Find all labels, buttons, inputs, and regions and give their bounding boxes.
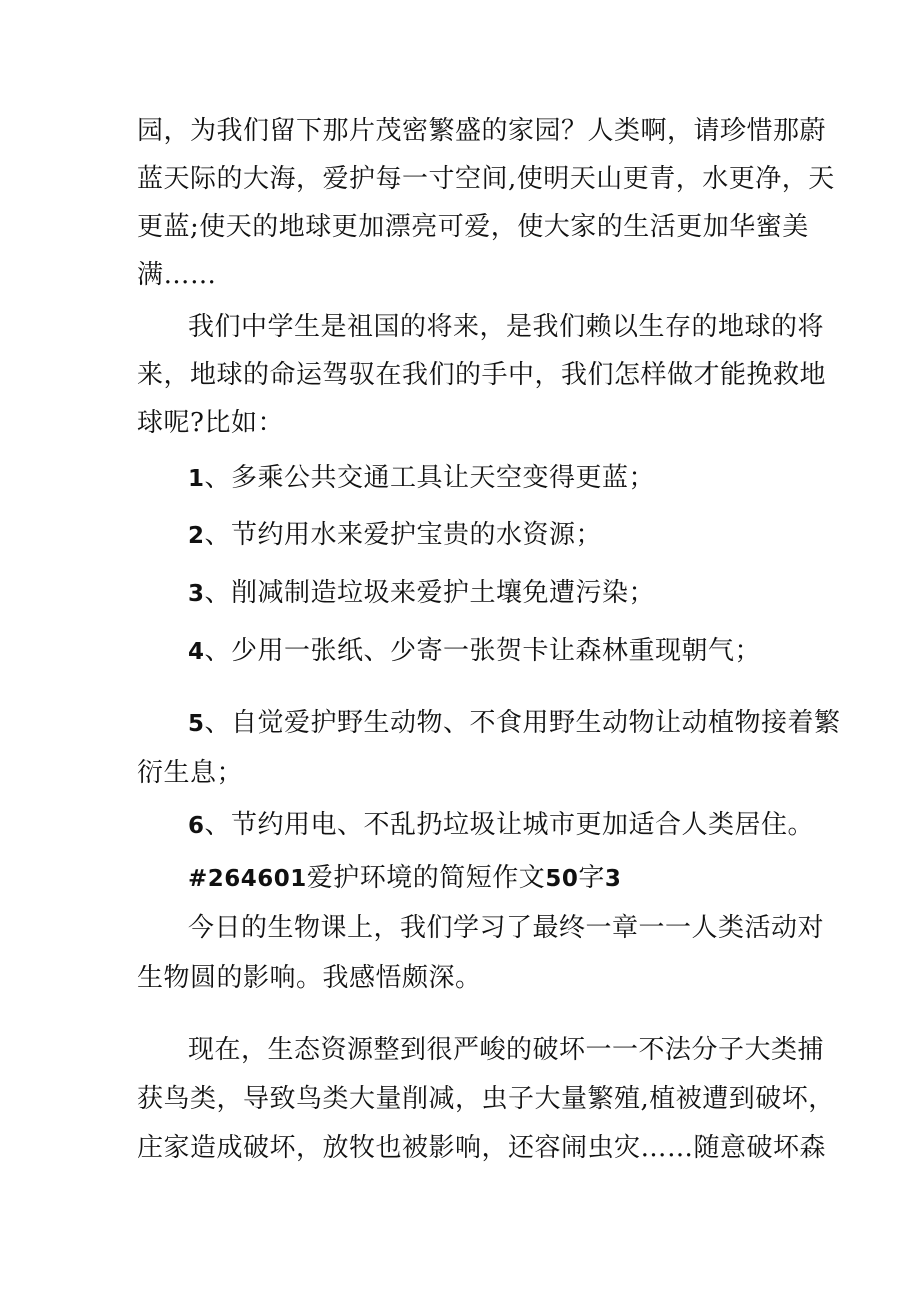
heading-text: 字 [578,863,605,893]
list-item [188,461,655,496]
list-item [188,518,602,553]
list-item-number: 3 [188,581,205,607]
paragraph-line: 生物圆的影响。我感悟颇深。 [137,963,482,993]
list-item [188,576,655,611]
paragraph-line: 我们中学生是祖国的将来，是我们赖以生存的地球的将 [188,312,825,342]
paragraph-line: 园，为我们留下那片茂密繁盛的家园？人类啊，请珍惜那蔚 [137,116,827,146]
list-item [188,634,761,669]
paragraph-line: 满…… [137,260,217,290]
heading-code: #264601 [188,866,307,892]
heading-text: 爱护环境的简短作文 [306,863,546,893]
paragraph-line: 今日的生物课上，我们学习了最终一章一一人类活动对 [188,913,825,943]
paragraph-line: 来，地球的命运驾驭在我们的手中，我们怎样做才能挽救地 [137,360,827,390]
list-item-text: 、自觉爱护野生动物、不食用野生动物让动植物接着繁 [204,708,841,738]
paragraph-line: 现在，生态资源整到很严峻的破坏一一不法分子大类捕 [188,1035,825,1065]
list-item-number: 4 [188,639,205,665]
list-item-text: 、削减制造垃圾来爱护土壤免遭污染； [204,578,656,608]
paragraph-line: 蓝天际的大海，爱护每一寸空间,使明天山更青，水更净，天 [137,164,835,194]
list-item [188,808,814,843]
paragraph-line: 更蓝;使天的地球更加漂亮可爱，使大家的生活更加华蜜美 [137,212,809,242]
list-item [188,706,841,741]
list-item-number: 6 [188,813,205,839]
paragraph-line: 球呢?比如： [137,408,284,438]
list-item-text: 、节约用水来爱护宝贵的水资源； [204,520,603,550]
heading-number: 3 [604,866,622,892]
list-item-text: 、节约用电、不乱扔垃圾让城市更加适合人类居住。 [204,810,815,840]
list-item-number: 2 [188,523,205,549]
list-item-number: 1 [188,466,205,492]
section-heading [188,861,621,896]
heading-number: 50 [545,866,579,892]
list-item-number: 5 [188,711,205,737]
list-item-text: 、多乘公共交通工具让天空变得更蓝； [204,463,656,493]
paragraph-line: 获鸟类，导致鸟类大量削减，虫子大量繁殖,植被遭到破坏， [137,1084,835,1114]
list-item-continuation [137,756,243,790]
list-item-text: 、少用一张纸、少寄一张贺卡让森林重现朝气； [204,636,762,666]
paragraph-line: 庄家造成破坏，放牧也被影响，还容闹虫灾……随意破坏森 [137,1133,827,1163]
list-item-text: 衍生息； [137,758,244,788]
